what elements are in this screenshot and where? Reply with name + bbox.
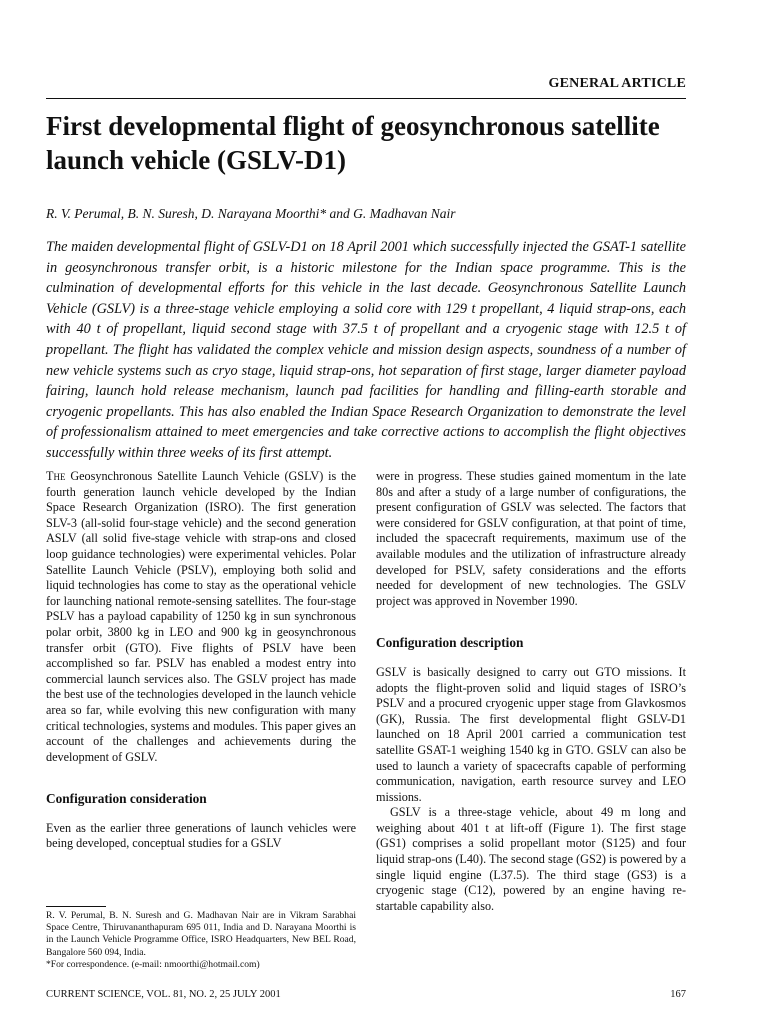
intro-text: Geosynchronous Satellite Launch Vehicle (GSLV) is the fourth generation launch vehicle developed by the Indian Space Research Organization (ISRO). The first generation SLV-3 (all-solid four-stage vehicle) and the second generation ASLV (all solid five-stage vehicle with strap-ons and closed loop guidance technologies) were experimental vehicles. Polar Satellite Launch Vehicle (PSLV), employing both solid and liquid technologies has come to stay as the operational vehicle for launching national remote-sensing satellites. The four-stage PSLV has a payload capability of 1250 kg in sun synchronous polar orbit, 3800 kg in LEO and 900 kg in geosynchronous transfer orbit (GTO). Five flights of PSLV have been accomplished so far. PSLV has enabled a modest entry into commercial launch services also. The GSLV project has made the best use of the technologies developed in the launch vehicle area so far, while evolving this new configuration with many critical technologies, systems and modules. This paper gives an account of the challenges and achievements during the development of GSLV. bbox=[46, 469, 357, 764]
left-column bbox=[46, 469, 356, 852]
intro-dropcap: The bbox=[46, 469, 66, 483]
description-paragraph-1: GSLV is basically designed to carry out GTO missions. It adopts the flight-proven solid and liquid stages of ISRO’s PSLV and a procured cryogenic upper stage from Glavkosmos (GK), Russia. The first developmental flight GSLV-D1 launched on 18 April 2001 carried a communication test satellite GSAT-1 weighing 1540 kg in GTO. GSLV can also be used to launch a variety of spacecrafts capable of performing communication, navigation, earth resource survey and LEO missions. bbox=[376, 664, 686, 804]
footnote-correspondence: *For correspondence. (e-mail: nmoorthi@hotmail.com) bbox=[46, 958, 260, 970]
article-authors: R. V. Perumal, B. N. Suresh, D. Narayana Moorthi* and G. Madhavan Nair bbox=[46, 206, 456, 221]
footer-journal: CURRENT SCIENCE, VOL. 81, NO. 2, 25 JULY 2001 bbox=[46, 989, 281, 1000]
consideration-paragraph-continued: were in progress. These studies gained momentum in the late 80s and after a study of a large number of configurations, the present configuration of GSLV was selected. The factors that were considered for GSLV configuration, at that point of time, included the spacecraft requirements, maximum use of the available modules and the utilization of infrastructure already developed for PSLV, safety considerations and the efforts needed for development of new technologies. The GSLV project was approved in November 1990. bbox=[376, 469, 686, 608]
intro-paragraph bbox=[46, 469, 356, 765]
footer-page-number: 167 bbox=[670, 989, 686, 1000]
right-column bbox=[376, 469, 686, 914]
footnote bbox=[46, 910, 356, 971]
heading-configuration-description: Configuration description bbox=[376, 635, 524, 651]
heading-configuration-consideration: Configuration consideration bbox=[46, 791, 207, 807]
section-label: GENERAL ARTICLE bbox=[548, 76, 686, 91]
header-rule bbox=[46, 98, 686, 99]
description-paragraph-2: GSLV is a three-stage vehicle, about 49 m long and weighing about 401 t at lift-off (Figure 1). The first stage (GS1) comprises a solid propellant motor (S125) and four liquid strap-ons (L40). The second stage (GS2) is powered by a single liquid engine (L37.5). The third stage (GS3) is a cryogenic stage (C12), powered by an engine having re-startable capability also. bbox=[376, 805, 686, 913]
footnote-affiliation: R. V. Perumal, B. N. Suresh and G. Madhavan Nair are in Vikram Sarabhai Space Centre, Thiruvananthapuram 695 011, India and D. Narayana Moorthi is in the Launch Vehicle Programme Office, ISRO Headquarters, New BEL Road, Bangalore 560 094, India. bbox=[46, 910, 356, 958]
article-abstract: The maiden developmental flight of GSLV-D1 on 18 April 2001 which successfully injected the GSAT-1 satellite in geosynchronous transfer orbit, is a historic milestone for the Indian space programme. This is the culmination of developmental efforts for this vehicle in the last decade. Geosynchronous Satellite Launch Vehicle (GSLV) is a three-stage vehicle employing a solid core with 129 t propellant, 4 liquid strap-ons, each with 40 t of propellant, liquid second stage with 37.5 t of propellant and a cryogenic stage with 12.5 t of propellant. The flight has validated the complex vehicle and mission design aspects, soundness of a number of new vehicle systems such as cryo stage, liquid strap-ons, hot separation of first stage, larger diameter payload fairing, launch hold release mechanism, launch pad facilities for handling and filling-earth storable and cryogenic propellants. This has also enabled the Indian Space Research Organization to demonstrate the level of professionalism attained to meet emergencies and take corrective actions to accomplish the flight objectives successfully within three weeks of its first attempt. bbox=[46, 239, 686, 461]
consideration-paragraph-start: Even as the earlier three generations of launch vehicles were being developed, conceptual studies for a GSLV bbox=[46, 820, 356, 851]
article-title: First developmental flight of geosynchronous satellite launch vehicle (GSLV-D1) bbox=[46, 111, 660, 175]
footnote-rule bbox=[46, 906, 106, 907]
